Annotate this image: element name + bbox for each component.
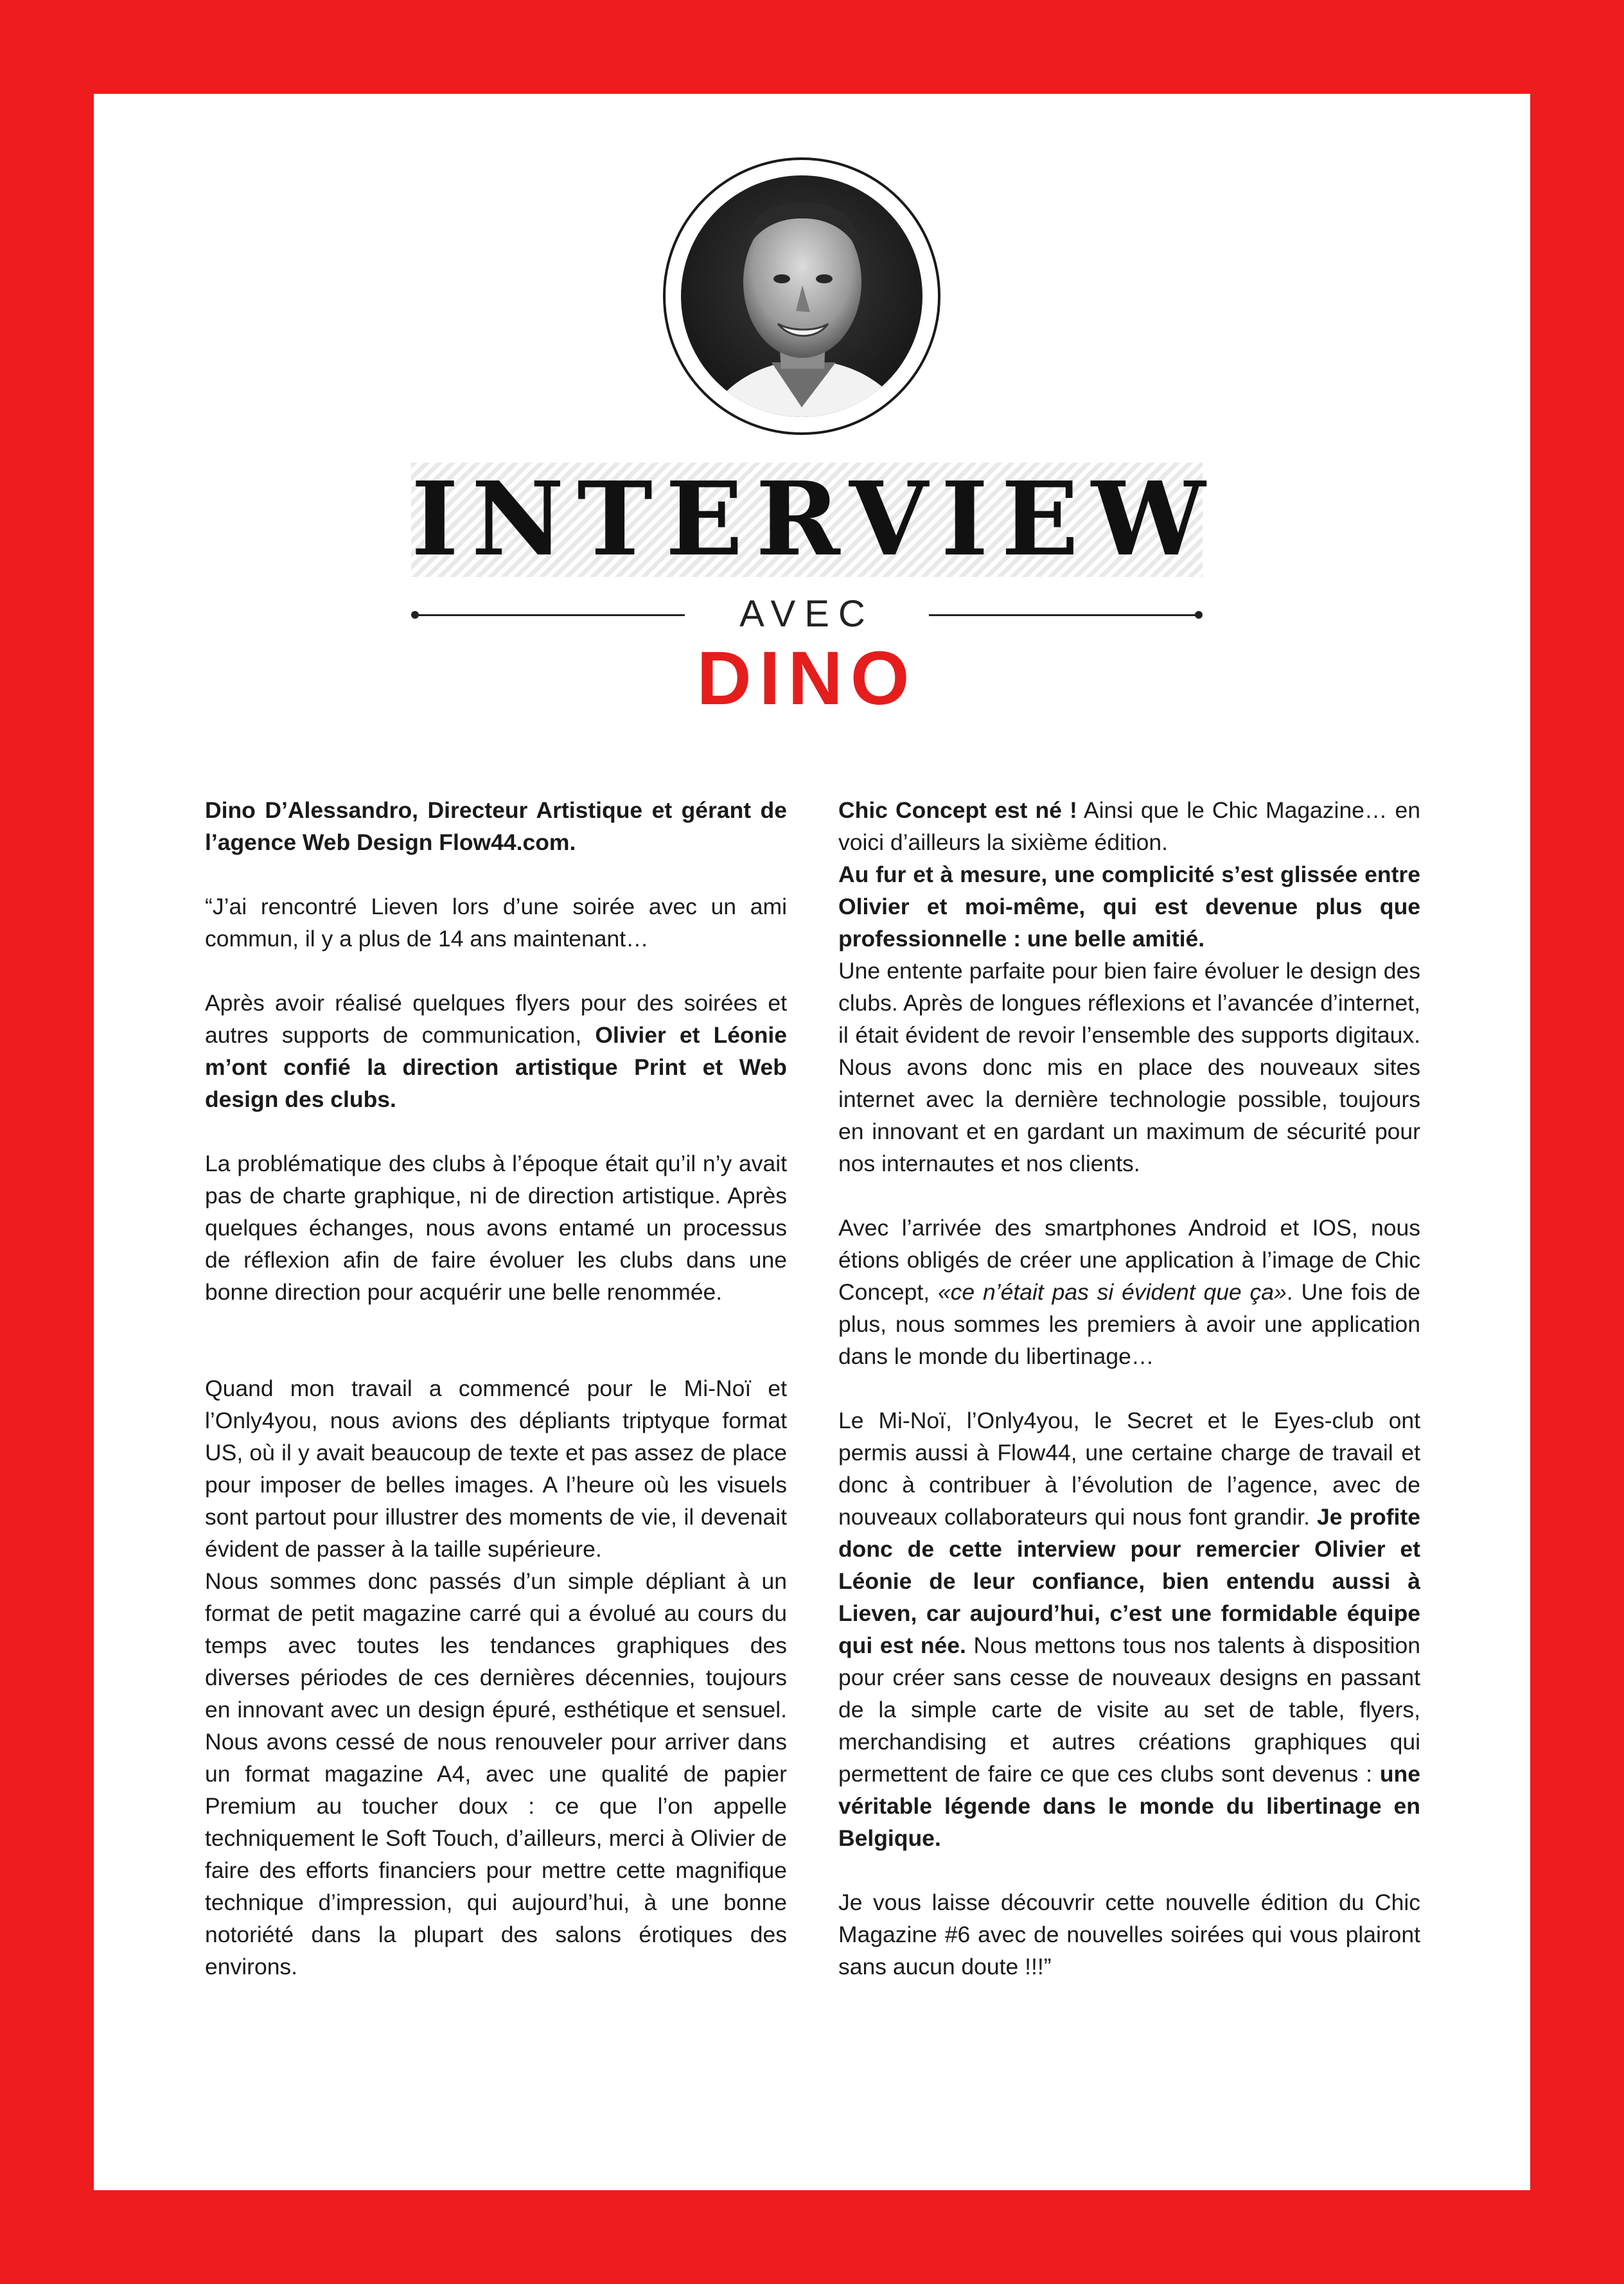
paragraph: Une entente parfaite pour bien faire évoluer le design des clubs. Après de longues réflexions et l’avancée d’internet, il était évident de revoir l’ensemble des supports digitaux. Nous avons donc mis en place des nouveaux sites internet avec la dernière technologie possible, toujours en innovant et en gardant un maximum de sécurité pour nos internautes et nos clients. (838, 958, 1420, 1176)
paragraph: Après avoir réalisé quelques flyers pour des soirées et autres supports de communication, Olivier et Léonie m’ont confié la direction artistique Print et Web design des clubs. (205, 990, 787, 1112)
left-column (205, 794, 787, 1983)
paragraph: Le Mi-Noï, l’Only4you, le Secret et le Eyes-club ont permis aussi à Flow44, une certaine charge de travail et donc à contribuer à l’évolution de l’agence, avec de nouveaux collaborateurs qui nous font grandir. Je profite donc de cette interview pour remercier Olivier et Léonie de leur confiance, bien entendu aussi à Lieven, car aujourd’hui, c’est une formidable équipe qui est née. Nous mettons tous nos talents à disposition pour créer sans cesse de nouveaux designs en passant de la simple carte de visite au set de table, flyers, merchandising et autres créations graphiques qui permettent de faire ce que ces clubs sont devenus : une véritable légende dans le monde du libertinage en Belgique. (838, 1408, 1420, 1851)
paragraph: Chic Concept est né ! Ainsi que le Chic Magazine… en voici d’ailleurs la sixième édition. (838, 797, 1420, 855)
paragraph: “J’ai rencontré Lieven lors d’une soirée avec un ami commun, il y a plus de 14 ans maintenant… (205, 894, 787, 952)
rule-line-left (415, 614, 685, 616)
paragraph: La problématique des clubs à l’époque était qu’il n’y avait pas de charte graphique, ni de direction artistique. Après quelques échanges, nous avons entamé un processus de réflexion afin de faire évoluer les clubs dans une bonne direction pour acquérir une belle renommée. (205, 1151, 787, 1305)
interview-title: INTERVIEW (411, 460, 1219, 579)
paragraph: Au fur et à mesure, une complicité s’est glissée entre Olivier et moi-même, qui est devenue plus que professionnelle : une belle amitié. (838, 862, 1420, 952)
closing-paragraph: Je vous laisse découvrir cette nouvelle édition du Chic Magazine #6 avec de nouvelles soirées qui vous plairont sans aucun doute !!!” (838, 1890, 1420, 1979)
paragraph: Nous sommes donc passés d’un simple dépliant à un format de petit magazine carré qui a évolué au cours du temps avec toutes les tendances graphiques des diverses périodes de ces dernières décennies, toujours en innovant avec un design épuré, esthétique et sensuel. Nous avons cessé de nous renouveler pour arriver dans un format magazine A4, avec une qualité de papier Premium au toucher doux : ce que l’on appelle techniquement le Soft Touch, d’ailleurs, merci à Olivier de faire des efforts financiers pour mettre cette magnifique technique d’impression, qui aujourd’hui, à une bonne notoriété dans la plupart des salons érotiques des environs. (205, 1568, 787, 1979)
rule-dot-right (1195, 611, 1203, 619)
intro-paragraph: Dino D’Alessandro, Directeur Artistique et gérant de l’agence Web Design Flow44.com. (205, 797, 787, 855)
paragraph: Avec l’arrivée des smartphones Android et IOS, nous étions obligés de créer une application à l’image de Chic Concept, «ce n’était pas si évident que ça». Une fois de plus, nous sommes les premiers à avoir une application dans le monde du libertinage… (838, 1215, 1421, 1369)
paragraph: Quand mon travail a commencé pour le Mi-Noï et l’Only4you, nous avions des dépliants triptyque format US, où il y avait beaucoup de texte et pas assez de place pour imposer de belles images. A l’heure où les visuels sont partout pour illustrer des moments de vie, il devenait évident de passer à la taille supérieure. (205, 1376, 787, 1562)
magazine-page (94, 94, 1530, 2190)
right-column (838, 794, 1420, 2015)
rule-line-right (929, 614, 1199, 616)
interviewee-name: DINO (696, 636, 917, 721)
portrait-photo (656, 150, 948, 442)
avec-label: AVEC (739, 593, 874, 635)
